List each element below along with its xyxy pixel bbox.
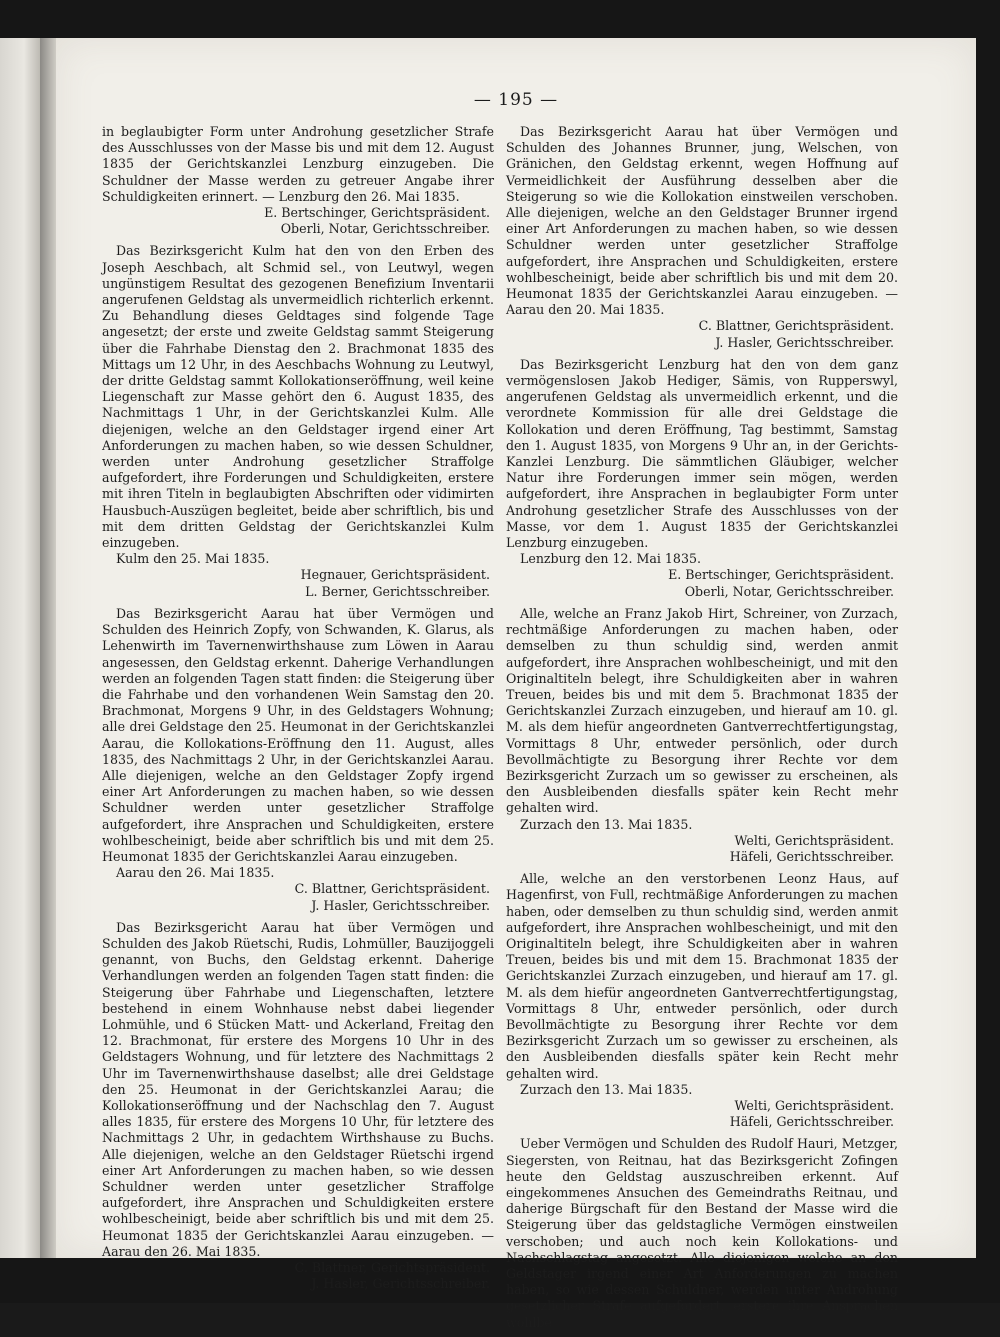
notice-text: Das Bezirksgericht Lenzburg hat den von dem ganz vermögenslosen Jakob Hediger, Sämis, von Rupperswyl, angerufenen Geldstag als unvermeidlich erkennt, und die verordnete Kommission für alle drei Geldstage die Kollokation und deren Eröffnung, Tag bestimmt, Samstag den 1. August 1835, von Morgens 9 Uhr an, in der Gerichts-Kanzlei Lenzburg. Die sämmtlichen Gläubiger, welcher Natur ihre Forderungen immer sein mögen, werden aufgefordert, ihre Ansprachen in beglaubigter Form unter Androhung gesetzlicher Strafe des Ausschlusses von der Masse, vor dem 1. August 1835 der Gerichtskanzlei Lenzburg einzugeben. — [506, 356, 898, 551]
notice-entry — [506, 357, 898, 600]
notice-text: Alle, welche an Franz Jakob Hirt, Schreiner, von Zurzach, rechtmäßige Anforderungen zu machen haben, oder demselben zu thun schuldig sind, werden anmit aufgefordert, ihre Ansprachen wohlbescheinigt, und mit den Originaltiteln belegt, ihre Schuldigkeiten aber in wahren Treuen, beides bis und mit dem 5. Brachmonat 1835 der Gerichtskanzlei Zurzach einzugeben, und hierauf am 10. gl. M. als dem hiefür angeordneten Gantverrechtfertigungstag, Vormittags 8 Uhr, entweder persönlich, oder durch Bevollmächtigte zu Besorgung ihrer Rechte vor dem Bezirksgericht Zurzach um so gewisser zu erscheinen, als den Ausbleibenden diesfalls später kein Recht mehr gehalten wird. — [506, 605, 898, 816]
signature-president: Welti, Gerichtspräsident. — [734, 832, 894, 848]
notice-text: Das Bezirksgericht Aarau hat über Vermögen und Schulden des Jakob Rüetschi, Rudis, Lohmüller, Bauzijoggeli genannt, von Buchs, den Geldstag erkennt. Daherige Verhandlungen werden an folgenden Tagen statt finden: die Steigerung über Fahrhabe und Liegenschaften, letztere bestehend in einem Wohnhause nebst dabei liegender Lohmühle, und 6 Stücken Matt- und Ackerland, Freitag den 12. Brachmonat, für erstere des Morgens 10 Uhr in des Geldstagers Wohnung, und für letztere des Nachmittags 2 Uhr im Tavernenwirthshause daselbst; alle drei Geldstage den 25. Heumonat in der Gerichtskanzlei Aarau; die Kollokationseröffnung und der Nachschlag den 7. August alles 1835, für erstere des Morgens 10 Uhr, für letztere des Nachmittags 2 Uhr, in gedachtem Wirthshause zu Buchs. Alle diejenigen, welche an den Geldstager Rüetschi irgend einer Art Anforderungen zu machen haben, so wie dessen Schuldner werden unter gesetzlicher Straffolge aufgefordert, ihre Ansprachen und Schuldigkeiten erstere wohlbescheinigt, beide aber schriftlich bis und mit dem 25. Heumonat 1835 der Gerichtskanzlei Aarau einzugeben. — Aarau den 26. Mai 1835. — [102, 919, 494, 1259]
notice-entry — [102, 606, 494, 914]
notice-place-date: Lenzburg den 12. Mai 1835. — [520, 551, 701, 567]
notice-entry — [506, 124, 898, 351]
signature-president: C. Blattner, Gerichtspräsident. — [294, 1260, 490, 1276]
signature-president: E. Bertschinger, Gerichtspräsident. — [264, 205, 490, 221]
notice-entry — [506, 871, 898, 1130]
signature-president: E. Bertschinger, Gerichtspräsident. — [668, 567, 894, 583]
notice-text: Alle, welche an den verstorbenen Leonz Haus, auf Hagenfirst, von Full, rechtmäßige Anforderungen zu machen haben, oder demselben zu thun schuldig sind, werden anmit aufgefordert, ihre Ansprachen wohlbescheinigt, und mit den Originaltiteln belegt, ihre Schuldigkeiten aber in wahren Treuen, beides bis und mit dem 15. Brachmonat 1835 der Gerichtskanzlei Zurzach einzugeben, und hierauf am 17. gl. M. als dem hiefür angeordneten Gantverrechtfertigungstag, Vormittags 8 Uhr, entweder persönlich, oder durch Bevollmächtigte zu Besorgung ihrer Rechte vor dem Bezirksgericht Zurzach um so gewisser zu erscheinen, als den Ausbleibenden diesfalls später kein Recht mehr gehalten wird. — [506, 871, 898, 1081]
signature-clerk: Häfeli, Gerichtsschreiber. — [729, 848, 894, 864]
signature-clerk: J. Hasler, Gerichtsschreiber. — [311, 897, 490, 913]
notice-entry — [102, 243, 494, 599]
notice-place-date: Zurzach den 13. Mai 1835. — [520, 816, 693, 832]
signature-president: C. Blattner, Gerichtspräsident. — [698, 318, 894, 334]
notice-text: Das Bezirksgericht Aarau hat über Vermögen und Schulden des Johannes Brunner, jung, Welschen, von Gränichen, den Geldstag erkennt, wegen Hoffnung auf Vermeidlichkeit der Ausführung desselben aber die Steigerung so wie die Kollokation einstweilen verschoben. Alle diejenigen, welche an den Geldstager Brunner irgend einer Art Anforderungen zu machen haben, so wie dessen Schuldner werden unter gesetzlicher Straffolge aufgefordert, ihre Ansprachen und Schuldigkeiten, erstere wohlbescheinigt, beide aber schriftlich bis und mit dem 20. Heumonat 1835 der Gerichtskanzlei Aarau einzugeben. — Aarau den 20. Mai 1835. — [506, 124, 898, 318]
signature-president: Welti, Gerichtspräsident. — [734, 1097, 894, 1113]
signature-clerk: L. Berner, Gerichtsschreiber. — [305, 583, 490, 599]
notice-place-date: Aarau den 26. Mai 1835. — [116, 865, 275, 881]
book-gutter — [40, 38, 56, 1258]
right-column — [506, 124, 898, 1337]
notice-entry — [102, 124, 494, 237]
signature-president: Hegnauer, Gerichtspräsident. — [300, 567, 490, 583]
notice-text: Das Bezirksgericht Aarau hat über Vermögen und Schulden des Heinrich Zopfy, von Schwanden, K. Glarus, als Lehenwirth im Tavernenwirthshause zum Löwen in Aarau angesessen, den Geldstag erkennt. Daherige Verhandlungen werden an folgenden Tagen statt finden: die Steigerung über die Fahrhabe und den vorhandenen Wein Samstag den 20. Brachmonat, Morgens 9 Uhr, in des Geldstagers Wohnung; alle drei Geldstage den 25. Heumonat in der Gerichtskanzlei Aarau, die Kollokations-Eröffnung den 11. August, alles 1835, des Nachmittags 2 Uhr, in der Gerichtskanzlei Aarau. Alle diejenigen, welche an den Geldstager Zopfy irgend einer Art Anforderungen zu machen haben, so wie dessen Schuldner werden unter gesetzlicher Straffolge aufgefordert, ihre Ansprachen und Schuldigkeiten, erstere wohlbescheinigt, beide aber schriftlich bis und mit dem 25. Heumonat 1835 der Gerichtskanzlei Aarau einzugeben. — [102, 605, 494, 864]
signature-president: C. Blattner, Gerichtspräsident. — [294, 881, 490, 897]
notice-text: Ueber Vermögen und Schulden des Rudolf Hauri, Metzger, Siegersten, von Reitnau, hat das Bezirksgericht Zofingen heute den Geldstag auszuschreiben erkennt. Auf eingekommenes Ansuchen des Gemeindraths Reitnau, und daherige Bürgschaft für den Bestand der Masse wird die Steigerung über das geldstagliche Vermögen einstweilen verschoben; und auch noch kein Kollokations- und Nachschlagstag angesetzt. Alle diejenigen welche an den Geldstager irgend einer Art Anforderungen zu machen haben, so wie dessen Schuldner, werden unter Androhung gesetzlicher Strafe aufgefordert, erstere ihre Ansprachen wohlbe — [506, 1136, 898, 1330]
notice-text: Das Bezirksgericht Kulm hat den von den Erben des Joseph Aeschbach, alt Schmid sel., von Leutwyl, wegen ungünstigem Resultat des gezogenen Benefizium Inventarii angerufenen Geldstag als unvermeidlich richterlich erkennt. Zu Behandlung dieses Geldtages sind folgende Tage angesetzt; der erste und zweite Geldstag sammt Steigerung über die Fahrhabe Dienstag den 2. Brachmonat 1835 des Mittags um 12 Uhr, in des Aeschbachs Wohnung zu Leutwyl, der dritte Geldstag sammt Kollokationseröffnung, weil keine Liegenschaft zur Masse gehört den 6. August 1835, des Nachmittags 1 Uhr, in der Gerichtskanzlei Kulm. Alle diejenigen, welche an den Geldstager irgend einer Art Anforderungen zu machen haben, so wie dessen Schuldner, werden unter Androhung gesetzlicher Straffolge aufgefordert, ihre Forderungen und Schuldigkeiten, erstere mit ihren Titeln in beglaubigten Abschriften oder vidimirten Hausbuch-Auszügen begleitet, beide aber schriftlich, bis und mit dem dritten Geldstag der Gerichtskanzlei Kulm einzugeben. — [102, 243, 494, 551]
notice-place-date: Zurzach den 13. Mai 1835. — [520, 1081, 693, 1097]
signature-clerk: Oberli, Notar, Gerichtsschreiber. — [684, 583, 894, 599]
notice-entry — [506, 606, 898, 865]
signature-clerk: J. Hasler, Gerichtsschreiber. — [715, 334, 894, 350]
signature-clerk: Häfeli, Gerichtsschreiber. — [729, 1114, 894, 1130]
notice-entry — [102, 920, 494, 1293]
facing-page-edge — [0, 38, 40, 1258]
page-sheet — [56, 38, 976, 1330]
left-column — [102, 124, 494, 1298]
notice-entry — [506, 1136, 898, 1330]
signature-clerk: J. Hasler, Gerichtsschreiber. — [311, 1276, 490, 1292]
signature-clerk: Oberli, Notar, Gerichtsschreiber. — [280, 221, 490, 237]
page-header: — 195 — — [473, 90, 559, 110]
notice-place-date: Kulm den 25. Mai 1835. — [116, 551, 270, 567]
notice-text: in beglaubigter Form unter Androhung gesetzlicher Strafe des Ausschlusses von der Masse bis und mit dem 12. August 1835 der Gerichtskanzlei Lenzburg einzugeben. Die Schuldner der Masse werden zu getreuer Angabe ihrer Schuldigkeiten erinnert. — Lenzburg den 26. Mai 1835. — [102, 124, 494, 204]
